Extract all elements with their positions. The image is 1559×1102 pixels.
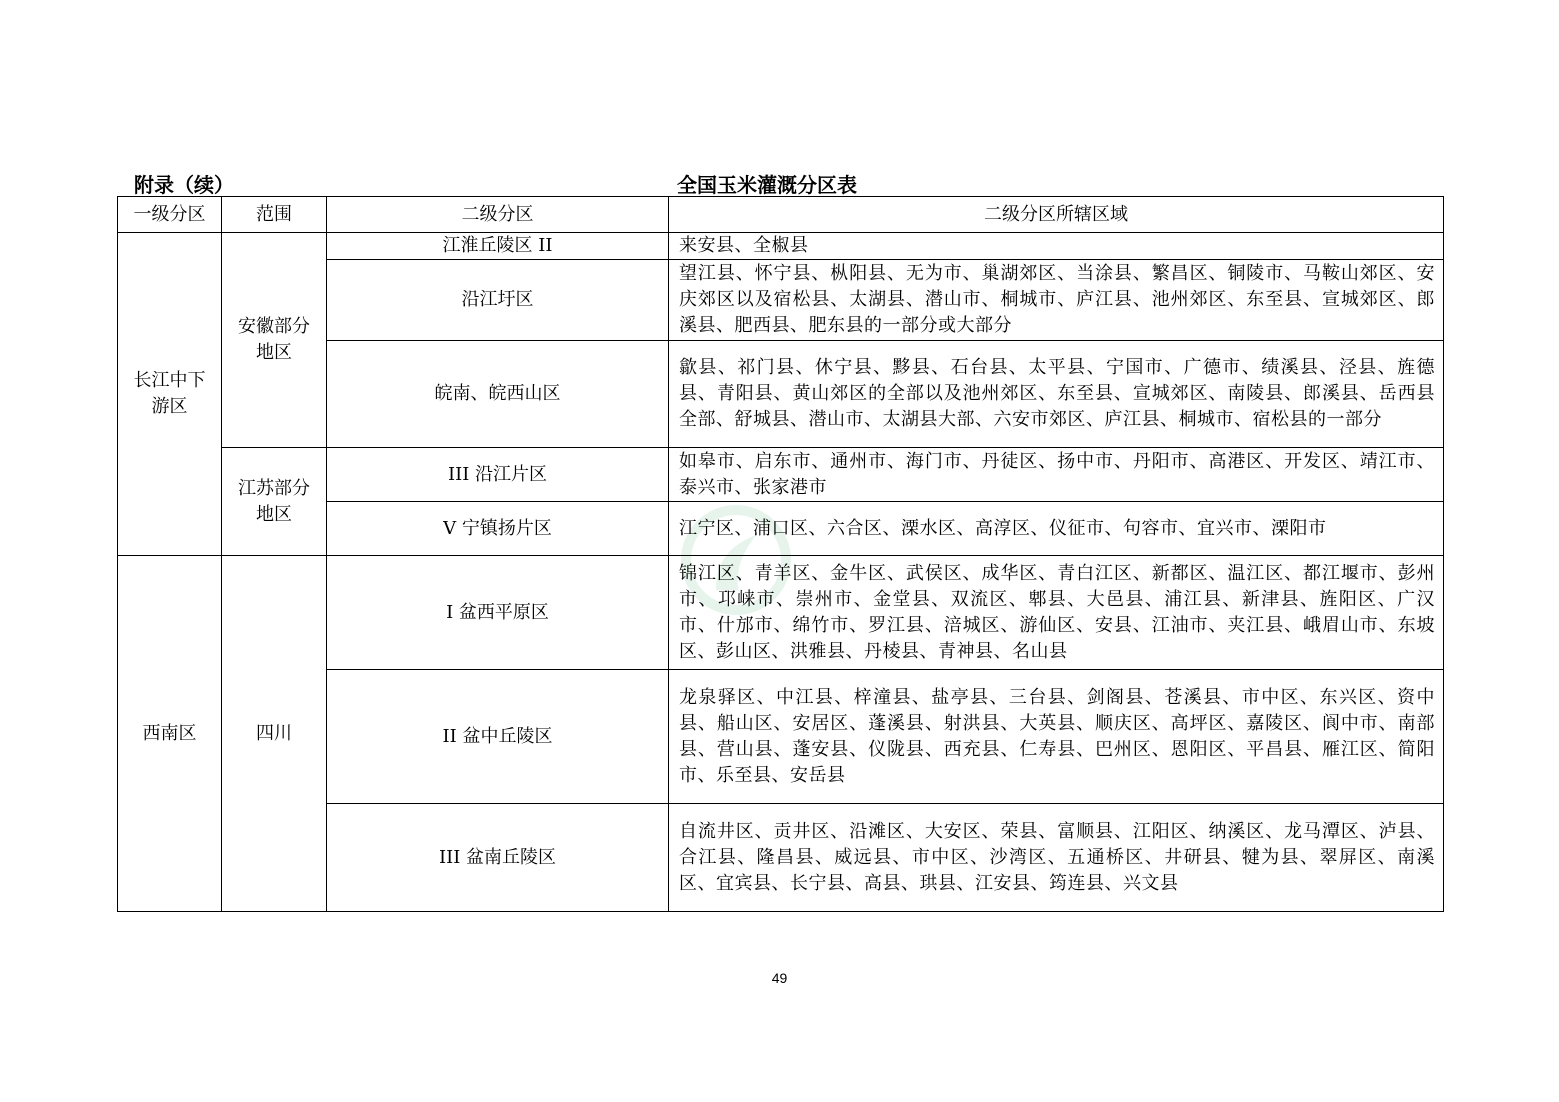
page-number: 49	[771, 970, 788, 986]
column-header: 二级分区所辖区域	[669, 197, 1444, 233]
table-header-row	[118, 197, 1444, 233]
area-cell: 龙泉驿区、中江县、梓潼县、盐亭县、三台县、剑阁县、苍溪县、市中区、东兴区、资中县、船山区、安居区、蓬溪县、射洪县、大英县、顺庆区、高坪区、嘉陵区、阆中市、南部县、营山县、蓬安县、仪陇县、西充县、仁寿县、巴州区、恩阳区、平昌县、雁江区、简阳市、乐至县、安岳县	[669, 670, 1444, 804]
level2-zone-cell: V 宁镇扬片区	[327, 502, 669, 556]
column-header: 范围	[222, 197, 327, 233]
area-cell: 歙县、祁门县、休宁县、黟县、石台县、太平县、宁国市、广德市、绩溪县、泾县、旌德县、青阳县、黄山郊区的全部以及池州郊区、东至县、宣城郊区、南陵县、郎溪县、岳西县全部、舒城县、潜山市、太湖县大部、六安市郊区、庐江县、桐城市、宿松县的一部分	[669, 341, 1444, 448]
scope-cell: 江苏部分地区	[222, 448, 327, 556]
column-header: 一级分区	[118, 197, 222, 233]
page-heading	[134, 166, 1434, 197]
column-header: 二级分区	[327, 197, 669, 233]
level2-zone-cell: III 沿江片区	[327, 448, 669, 502]
level1-zone-cell: 西南区	[118, 556, 222, 912]
scope-cell: 安徽部分地区	[222, 233, 327, 448]
level2-zone-cell: 皖南、皖西山区	[327, 341, 669, 448]
table-title: 全国玉米灌溉分区表	[677, 173, 857, 197]
level2-zone-cell: II 盆中丘陵区	[327, 670, 669, 804]
level2-zone-cell: 沿江圩区	[327, 260, 669, 341]
appendix-label: 附录（续）	[134, 173, 234, 197]
area-cell: 自流井区、贡井区、沿滩区、大安区、荣县、富顺县、江阳区、纳溪区、龙马潭区、泸县、合江县、隆昌县、威远县、市中区、沙湾区、五通桥区、井研县、犍为县、翠屏区、南溪区、宜宾县、长宁县、高县、珙县、江安县、筠连县、兴文县	[669, 804, 1444, 912]
area-cell: 如皋市、启东市、通州市、海门市、丹徒区、扬中市、丹阳市、高港区、开发区、靖江市、泰兴市、张家港市	[669, 448, 1444, 502]
table-row	[118, 556, 1444, 670]
area-cell: 江宁区、浦口区、六合区、溧水区、高淳区、仪征市、句容市、宜兴市、溧阳市	[669, 502, 1444, 556]
table-row	[118, 233, 1444, 260]
table-row	[118, 448, 1444, 502]
level2-zone-cell: 江淮丘陵区 II	[327, 233, 669, 260]
scope-cell: 四川	[222, 556, 327, 912]
level1-zone-cell: 长江中下游区	[118, 233, 222, 556]
level2-zone-cell: III 盆南丘陵区	[327, 804, 669, 912]
irrigation-zone-table	[117, 196, 1444, 912]
area-cell: 望江县、怀宁县、枞阳县、无为市、巢湖郊区、当涂县、繁昌区、铜陵市、马鞍山郊区、安庆郊区以及宿松县、太湖县、潜山市、桐城市、庐江县、池州郊区、东至县、宣城郊区、郎溪县、肥西县、肥东县的一部分或大部分	[669, 260, 1444, 341]
area-cell: 锦江区、青羊区、金牛区、武侯区、成华区、青白江区、新都区、温江区、都江堰市、彭州市、邛崃市、崇州市、金堂县、双流区、郫县、大邑县、浦江县、新津县、旌阳区、广汉市、什邡市、绵竹市、罗江县、涪城区、游仙区、安县、江油市、夹江县、峨眉山市、东坡区、彭山区、洪雅县、丹棱县、青神县、名山县	[669, 556, 1444, 670]
level2-zone-cell: I 盆西平原区	[327, 556, 669, 670]
area-cell: 来安县、全椒县	[669, 233, 1444, 260]
